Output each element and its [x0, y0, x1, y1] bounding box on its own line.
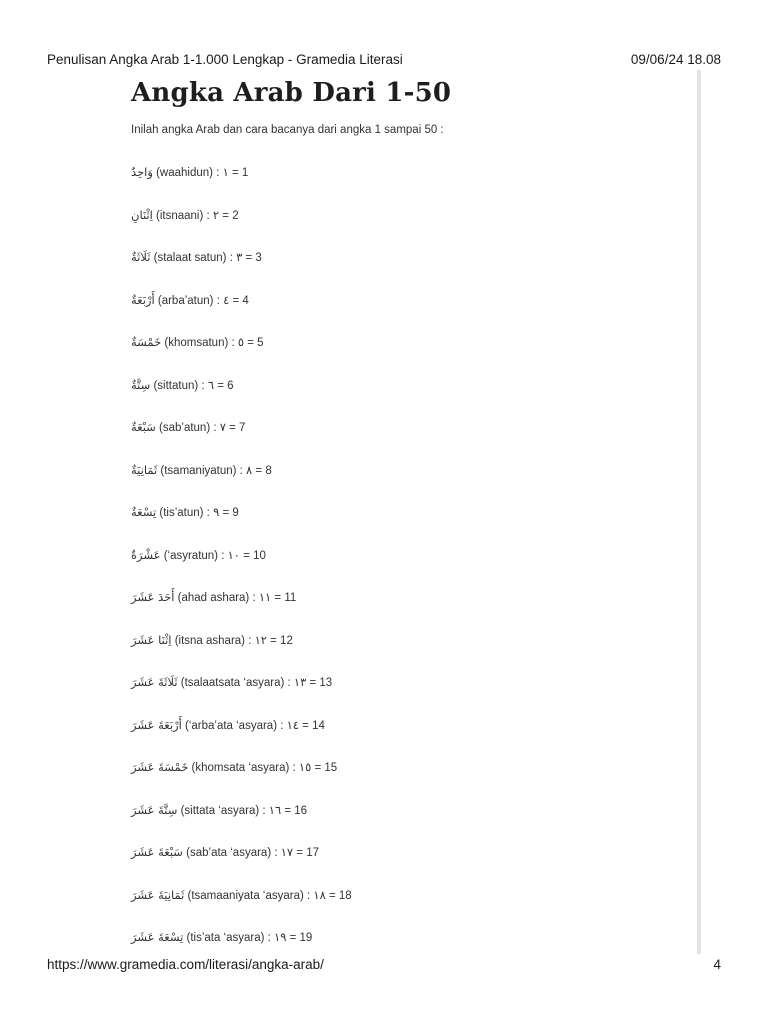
- print-footer: [47, 955, 721, 975]
- arabic-word: ثَمَانِيَةَ عَشَرَ: [131, 887, 185, 902]
- arabic-word: تِسْعَةَ عَشَرَ: [131, 930, 184, 944]
- number-row: [131, 292, 249, 309]
- arabic-word: ثَلَاثَةَ عَشَرَ: [131, 675, 178, 689]
- transliteration: (arba’atun) : ٤ = 4: [154, 294, 249, 307]
- transliteration: (itsnaani) : ٢ = 2: [152, 209, 239, 222]
- transliteration: (stalaat satun) : ٣ = 3: [150, 252, 262, 264]
- article: [131, 76, 691, 110]
- arabic-word: سِتَّةَ عَشَرَ: [131, 802, 178, 817]
- print-datetime: 09/06/24 18.08: [630, 52, 721, 67]
- number-row: [131, 334, 264, 351]
- print-header: [47, 50, 721, 70]
- transliteration: (tsamaniyatun) : ٨ = 8: [157, 464, 272, 477]
- transliteration: (‘arba’ata ‘asyara) : ١٤ = 14: [181, 719, 325, 732]
- number-row: [131, 844, 319, 861]
- arabic-word: وَاحِدٌ: [131, 165, 153, 179]
- arabic-word: أَرْبَعَةَ عَشَرَ: [131, 717, 182, 732]
- transliteration: (tsamaaniyata ‘asyara) : ١٨ = 18: [184, 889, 352, 902]
- article-intro: Inilah angka Arab dan cara bacanya dari angka 1 sampai 50 :: [131, 124, 444, 136]
- arabic-word: خَمْسَةَ عَشَرَ: [131, 760, 189, 774]
- arabic-word: ثَلَاثَةٌ: [131, 250, 151, 264]
- number-row: [131, 589, 296, 606]
- transliteration: (tis’atun) : ٩ = 9: [156, 507, 239, 519]
- arabic-word: أَرْبَعَةٌ: [131, 292, 155, 307]
- arabic-word: تِسْعَةٌ: [131, 505, 157, 519]
- transliteration: (itsna ashara) : ١٢ = 12: [171, 634, 293, 647]
- number-row: [131, 717, 325, 734]
- number-row: [131, 674, 332, 691]
- page-number: 4: [713, 957, 721, 972]
- page-title: Penulisan Angka Arab 1-1.000 Lengkap - Gramedia Literasi: [47, 52, 403, 67]
- number-row: [131, 419, 245, 436]
- transliteration: (khomsatun) : ٥ = 5: [161, 337, 264, 349]
- scrollbar-track[interactable]: [697, 70, 701, 954]
- number-row: [131, 377, 234, 394]
- page-url[interactable]: https://www.gramedia.com/literasi/angka-arab/: [47, 957, 324, 972]
- number-row: [131, 887, 352, 904]
- arabic-word: ثَمَانِيَةٌ: [131, 462, 158, 477]
- number-row: [131, 802, 307, 819]
- number-row: [131, 632, 293, 649]
- transliteration: (sittata ‘asyara) : ١٦ = 16: [177, 804, 308, 817]
- number-row: [131, 207, 239, 224]
- arabic-word: اِثْنَا عَشَرَ: [131, 632, 172, 647]
- transliteration: (sab’atun) : ٧ = 7: [155, 422, 246, 434]
- transliteration: (sittatun) : ٦ = 6: [150, 379, 234, 392]
- arabic-word: سِتَّةٌ: [131, 377, 151, 392]
- arabic-word: سَبْعَةَ عَشَرَ: [131, 845, 183, 859]
- transliteration: (sab’ata ‘asyara) : ١٧ = 17: [182, 847, 320, 859]
- arabic-word: عَشْرَةٌ: [131, 547, 161, 562]
- number-row: [131, 504, 239, 521]
- number-row: [131, 164, 248, 181]
- transliteration: (tsalaatsata ‘asyara) : ١٣ = 13: [177, 677, 333, 689]
- arabic-word: أَحَدَ عَشَرَ: [131, 590, 175, 604]
- number-row: [131, 547, 266, 564]
- number-row: [131, 249, 262, 266]
- number-row: [131, 929, 312, 946]
- arabic-word: سَبْعَةٌ: [131, 420, 156, 434]
- transliteration: (‘asyratun) : ١٠ = 10: [160, 549, 266, 562]
- arabic-word: اِثْنَانِ: [131, 207, 153, 222]
- transliteration: (waahidun) : ١ = 1: [152, 167, 249, 179]
- transliteration: (ahad ashara) : ١١ = 11: [174, 592, 297, 604]
- arabic-word: خَمْسَةٌ: [131, 335, 162, 349]
- number-row: [131, 462, 272, 479]
- transliteration: (tis’ata ‘asyara) : ١٩ = 19: [183, 932, 313, 944]
- number-row: [131, 759, 337, 776]
- article-heading: Angka Arab Dari 1-50: [131, 78, 452, 108]
- transliteration: (khomsata ‘asyara) : ١٥ = 15: [188, 762, 338, 774]
